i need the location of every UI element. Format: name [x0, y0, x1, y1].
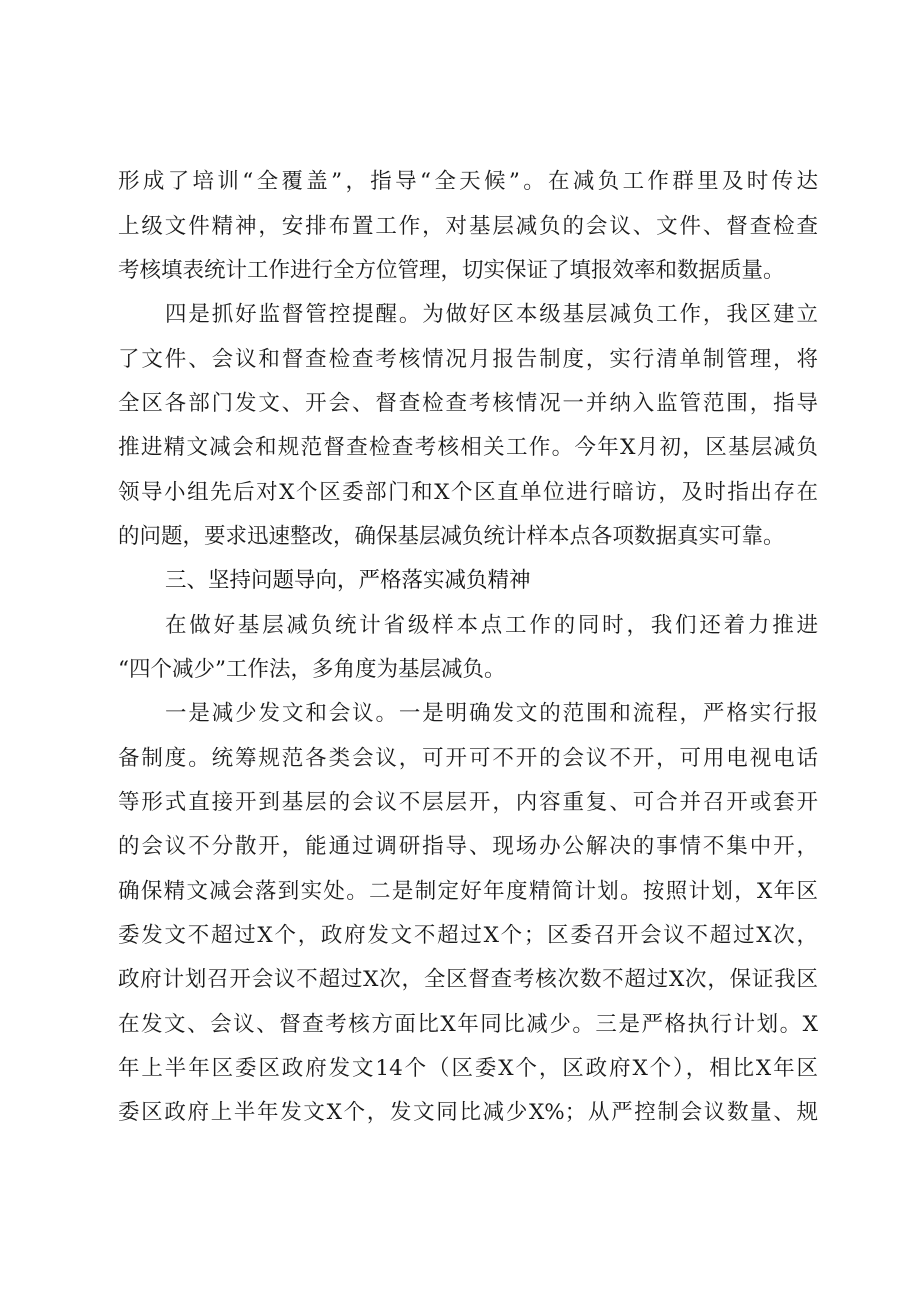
- paragraph-line: 的会议不分散开，能通过调研指导、现场办公解决的事情不集中开，: [118, 834, 818, 859]
- paragraph-line: 一是减少发文和会议。一是明确发文的范围和流程，严格实行报: [165, 701, 818, 726]
- paragraph-line: 在发文、会议、督查考核方面比X年同比减少。三是严格执行计划。X: [118, 1012, 818, 1037]
- paragraph-line: 确保精文减会落到实处。二是制定好年度精简计划。按照计划，X年区: [118, 879, 818, 904]
- paragraph-line: “四个减少”工作法，多角度为基层减负。: [118, 657, 506, 682]
- paragraph-line: 政府计划召开会议不超过X次，全区督查考核次数不超过X次，保证我区: [118, 967, 818, 992]
- paragraph-line: 委区政府上半年发文X个，发文同比减少X%；从严控制会议数量、规: [118, 1100, 818, 1125]
- paragraph-line: 领导小组先后对X个区委部门和X个区直单位进行暗访，及时指出存在: [118, 480, 818, 505]
- paragraph-line: 备制度。统筹规范各类会议，可开可不开的会议不开，可用电视电话: [118, 746, 818, 771]
- paragraph-line: 四是抓好监督管控提醒。为做好区本级基层减负工作，我区建立: [165, 302, 818, 327]
- paragraph-line: 推进精文减会和规范督查检查考核相关工作。今年X月初，区基层减负: [118, 435, 818, 460]
- paragraph-line: 在做好基层减负统计省级样本点工作的同时，我们还着力推进: [165, 613, 818, 638]
- paragraph-line: 了文件、会议和督查检查考核情况月报告制度，实行清单制管理，将: [118, 347, 818, 372]
- paragraph-line: 委发文不超过X个，政府发文不超过X个；区委召开会议不超过X次，: [118, 923, 818, 948]
- paragraph-line: 形成了培训“全覆盖”，指导“全天候”。在减负工作群里及时传达: [118, 169, 818, 194]
- section-heading: 三、坚持问题导向，严格落实减负精神: [165, 568, 531, 593]
- paragraph-line: 等形式直接开到基层的会议不层层开，内容重复、可合并召开或套开: [118, 790, 818, 815]
- paragraph-line: 考核填表统计工作进行全方位管理，切实保证了填报效率和数据质量。: [118, 258, 785, 283]
- paragraph-line: 年上半年区委区政府发文14个（区委X个，区政府X个），相比X年区: [118, 1056, 818, 1081]
- paragraph-line: 上级文件精神，安排布置工作，对基层减负的会议、文件、督查检查: [118, 214, 818, 239]
- paragraph-line: 的问题，要求迅速整改，确保基层减负统计样本点各项数据真实可靠。: [118, 524, 785, 549]
- paragraph-line: 全区各部门发文、开会、督查检查考核情况一并纳入监管范围，指导: [118, 391, 818, 416]
